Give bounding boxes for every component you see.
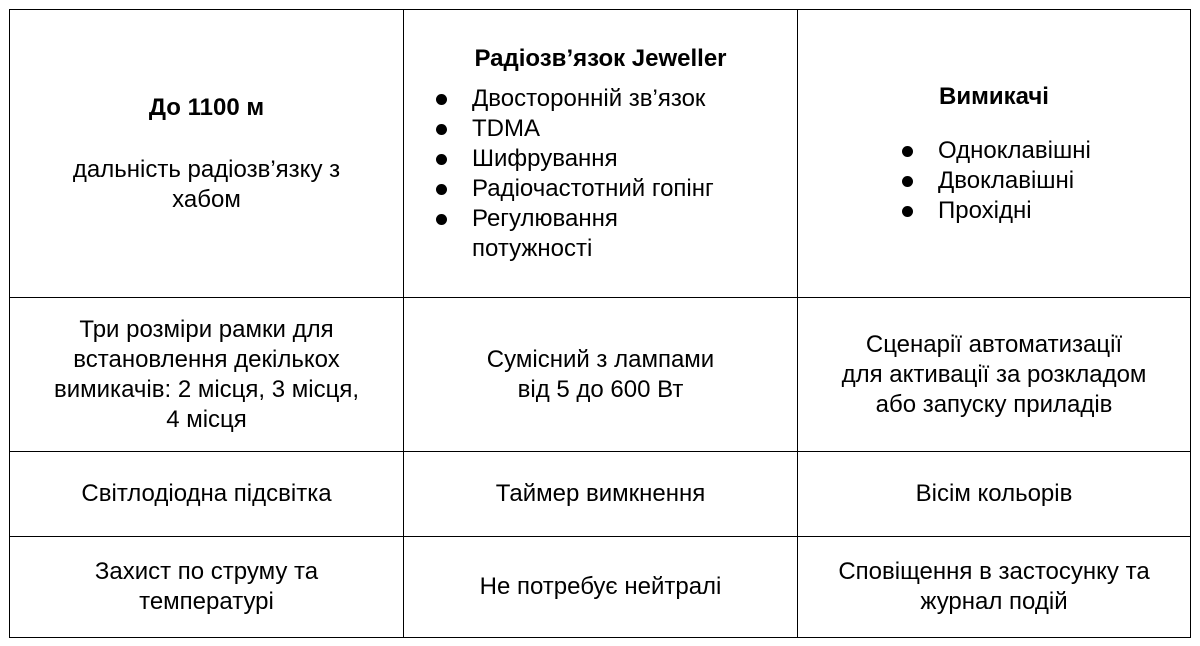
range-title: До 1100 м	[148, 93, 265, 121]
radio-feature-list	[428, 84, 773, 264]
list-item	[894, 136, 1094, 166]
lamps-cell: Сумісний з лампами від 5 до 600 Вт	[404, 298, 798, 452]
list-item-label: Регулювання потужності	[472, 204, 618, 262]
list-item-label: Одноклавішні	[938, 136, 1091, 164]
colors-cell: Вісім кольорів	[798, 452, 1191, 537]
features-table	[9, 9, 1191, 638]
frames-cell: Три розміри рамки для встановлення декількох вимикачів: 2 місця, 3 місця, 4 місця	[10, 298, 404, 452]
list-item-label: Двосторонній зв’язок	[472, 84, 706, 112]
list-item	[428, 114, 773, 144]
range-subtitle: дальність радіозв’язку з хабом	[72, 155, 341, 213]
notifications-cell: Сповіщення в застосунку та журнал подій	[798, 537, 1191, 638]
list-item	[428, 174, 773, 204]
list-item-label: Прохідні	[938, 196, 1032, 224]
timer-cell: Таймер вимкнення	[404, 452, 798, 537]
list-item-label: Радіочастотний гопінг	[472, 174, 714, 202]
neutral-cell: Не потребує нейтралі	[404, 537, 798, 638]
list-item	[894, 196, 1094, 226]
radio-cell	[404, 10, 798, 298]
radio-title: Радіозв’язок Jeweller	[474, 44, 727, 72]
table-row	[10, 537, 1191, 638]
table-row	[10, 298, 1191, 452]
backlight-cell: Світлодіодна підсвітка	[10, 452, 404, 537]
switches-title: Вимикачі	[939, 82, 1049, 110]
protection-cell: Захист по струму та температурі	[10, 537, 404, 638]
list-item	[894, 166, 1094, 196]
list-item-label: Шифрування	[472, 144, 618, 172]
range-cell	[10, 10, 404, 298]
table-row	[10, 452, 1191, 537]
list-item-label: TDMA	[472, 114, 540, 142]
list-item-label: Двоклавішні	[938, 166, 1075, 194]
switch-type-list	[894, 136, 1094, 226]
list-item	[428, 84, 773, 114]
switches-cell	[798, 10, 1191, 298]
list-item	[428, 144, 773, 174]
list-item	[428, 204, 773, 264]
table-row	[10, 10, 1191, 298]
scenarios-cell: Сценарії автоматизації для активації за розкладом або запуску приладів	[798, 298, 1191, 452]
